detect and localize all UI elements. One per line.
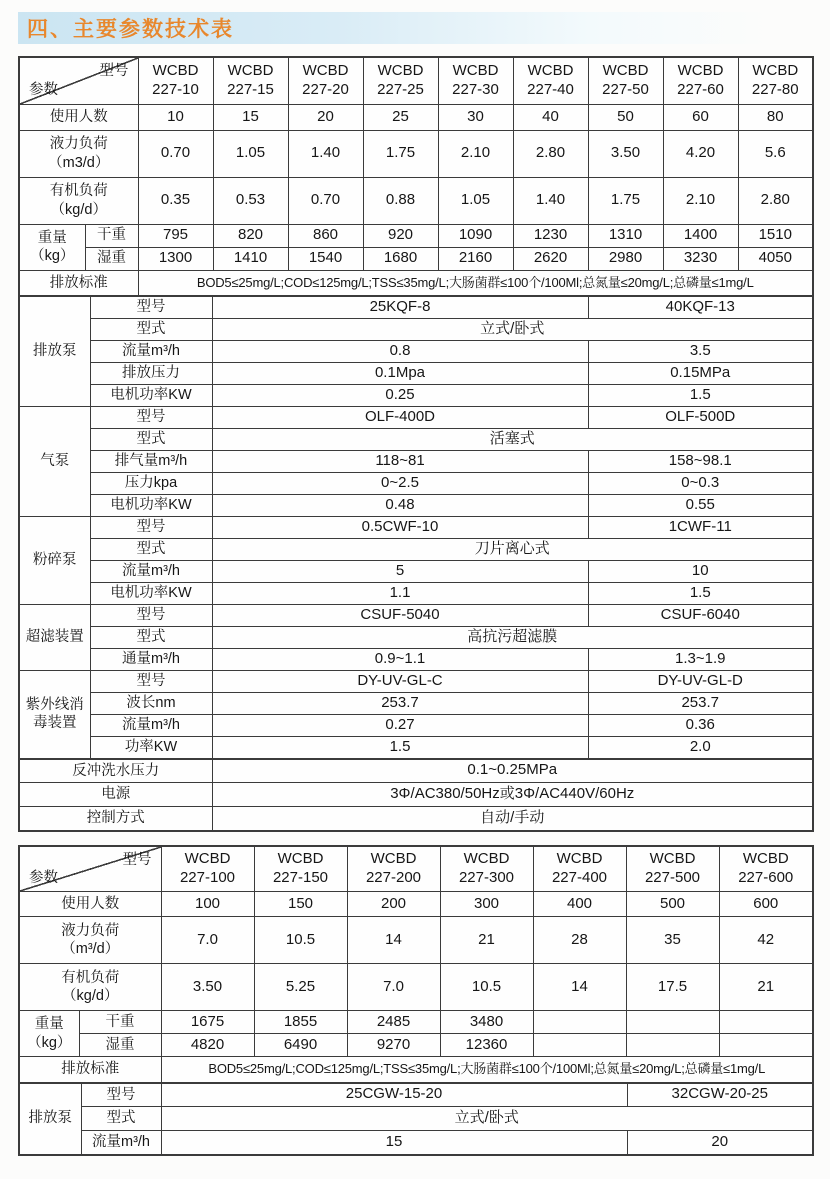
value-cell: 118~81 bbox=[212, 450, 588, 472]
value-cell: 795 bbox=[138, 224, 213, 247]
spec-table-1-params bbox=[18, 56, 814, 297]
row-label: 排气量m³/h bbox=[90, 450, 212, 472]
pump-row bbox=[19, 450, 813, 472]
model-line2: 227-25 bbox=[377, 80, 424, 98]
group-label: 气泵 bbox=[19, 406, 90, 516]
row-label: 使用人数 bbox=[19, 104, 138, 130]
model-line2: 227-400 bbox=[551, 868, 608, 886]
control-mode-row bbox=[19, 807, 813, 831]
row-label: 电源 bbox=[19, 783, 212, 807]
value-cell: 1410 bbox=[213, 247, 288, 270]
value-cell: 6490 bbox=[254, 1034, 347, 1057]
value-cell: 60 bbox=[663, 104, 738, 130]
model-line2: 227-600 bbox=[738, 868, 794, 886]
row-label: 型号 bbox=[90, 296, 212, 318]
model-line1: WCBD bbox=[649, 850, 696, 867]
model-header bbox=[738, 57, 813, 104]
value-cell: 820 bbox=[213, 224, 288, 247]
hydraulic-load-row bbox=[19, 130, 813, 177]
value-cell: 1855 bbox=[254, 1011, 347, 1034]
pump-row bbox=[19, 362, 813, 384]
row-label: 型号 bbox=[90, 516, 212, 538]
row-label: 型号 bbox=[90, 604, 212, 626]
model-line2: 227-50 bbox=[602, 80, 649, 98]
value-cell: 3.50 bbox=[161, 964, 254, 1011]
row-label: 型式 bbox=[90, 428, 212, 450]
pump-row bbox=[19, 494, 813, 516]
header-row bbox=[19, 57, 813, 104]
row-label: 型号 bbox=[81, 1083, 161, 1107]
value-cell: 20 bbox=[627, 1131, 813, 1155]
value-cell: 1680 bbox=[363, 247, 438, 270]
value-cell: 0.88 bbox=[363, 177, 438, 224]
value-cell: 3230 bbox=[663, 247, 738, 270]
corner-model-label: 型号 bbox=[122, 851, 152, 868]
row-label: 型式 bbox=[90, 318, 212, 340]
model-line1: WCBD bbox=[742, 850, 789, 867]
value-cell: 50 bbox=[588, 104, 663, 130]
value-cell: 1.40 bbox=[288, 130, 363, 177]
organic-load-row bbox=[19, 177, 813, 224]
pump-row bbox=[19, 472, 813, 494]
power-supply-row bbox=[19, 783, 813, 807]
value-cell: 自动/手动 bbox=[212, 807, 813, 831]
dry-weight-row bbox=[19, 224, 813, 247]
pump-row bbox=[19, 1083, 813, 1107]
value-cell: 860 bbox=[288, 224, 363, 247]
value-cell: 2.10 bbox=[438, 130, 513, 177]
discharge-standard-row bbox=[19, 1057, 813, 1083]
pump-row bbox=[19, 560, 813, 582]
model-line1: WCBD bbox=[277, 850, 324, 867]
model-header bbox=[440, 846, 533, 892]
row-label: 功率KW bbox=[90, 736, 212, 758]
value-cell: 80 bbox=[738, 104, 813, 130]
model-header bbox=[626, 846, 719, 892]
row-label bbox=[19, 130, 138, 177]
table-gap bbox=[18, 832, 812, 845]
value-cell: 0~0.3 bbox=[588, 472, 813, 494]
value-cell: 2.10 bbox=[663, 177, 738, 224]
corner-param-label: 参数 bbox=[29, 82, 58, 99]
model-line1: WCBD bbox=[227, 62, 274, 79]
pump-row bbox=[19, 648, 813, 670]
users-row bbox=[19, 892, 813, 917]
group-label: 排放泵 bbox=[19, 296, 90, 406]
weight-group-label bbox=[19, 224, 85, 270]
label-line1: 重量 bbox=[37, 229, 67, 246]
value-cell: 0.25 bbox=[212, 384, 588, 406]
pump-row bbox=[19, 296, 813, 318]
model-line2: 227-300 bbox=[458, 868, 515, 886]
value-cell: DY-UV-GL-D bbox=[588, 670, 813, 692]
pump-row bbox=[19, 318, 813, 340]
value-cell: 3Φ/AC380/50Hz或3Φ/AC440V/60Hz bbox=[212, 783, 813, 807]
value-cell: 7.0 bbox=[161, 917, 254, 964]
value-cell: 1.5 bbox=[212, 736, 588, 758]
value-cell: 1CWF-11 bbox=[588, 516, 813, 538]
value-cell: 150 bbox=[254, 892, 347, 917]
value-cell: 30 bbox=[438, 104, 513, 130]
value-cell: 0.55 bbox=[588, 494, 813, 516]
model-line1: WCBD bbox=[184, 850, 231, 867]
row-label: 型号 bbox=[90, 670, 212, 692]
label-unit: （m3/d） bbox=[48, 154, 110, 171]
model-line2: 227-40 bbox=[527, 80, 574, 98]
value-cell: 0.8 bbox=[212, 340, 588, 362]
wet-weight-row bbox=[19, 1034, 813, 1057]
value-cell: 1540 bbox=[288, 247, 363, 270]
value-cell: CSUF-5040 bbox=[212, 604, 588, 626]
row-label bbox=[19, 177, 138, 224]
page-title: 四、主要参数技术表 bbox=[27, 18, 234, 41]
row-label: 使用人数 bbox=[19, 892, 161, 917]
value-cell: 立式/卧式 bbox=[212, 318, 813, 340]
discharge-standard-text: BOD5≤25mg/L;COD≤125mg/L;TSS≤35mg/L;大肠菌群≤100个/100Ml;总氮量≤20mg/L;总磷量≤1mg/L bbox=[138, 270, 813, 296]
model-header bbox=[288, 57, 363, 104]
corner-model-label: 型号 bbox=[99, 63, 129, 79]
value-cell: 0.35 bbox=[138, 177, 213, 224]
row-label: 排放标准 bbox=[19, 270, 138, 296]
value-cell: 7.0 bbox=[347, 964, 440, 1011]
value-cell: 1.5 bbox=[588, 582, 813, 604]
label-unit: （kg/d） bbox=[62, 988, 119, 1004]
organic-load-row bbox=[19, 964, 813, 1011]
spec-table-1-equipment bbox=[18, 295, 814, 760]
value-cell: DY-UV-GL-C bbox=[212, 670, 588, 692]
model-line2: 227-10 bbox=[152, 80, 199, 98]
pump-row bbox=[19, 582, 813, 604]
value-cell: OLF-500D bbox=[588, 406, 813, 428]
group-label: 超滤装置 bbox=[19, 604, 90, 670]
value-cell: 1.75 bbox=[363, 130, 438, 177]
pump-row bbox=[19, 736, 813, 758]
value-cell: 253.7 bbox=[212, 692, 588, 714]
value-cell: 1.1 bbox=[212, 582, 588, 604]
model-line1: WCBD bbox=[370, 850, 417, 867]
row-label bbox=[19, 964, 161, 1011]
value-cell: 4050 bbox=[738, 247, 813, 270]
value-cell: 0.36 bbox=[588, 714, 813, 736]
model-line1: WCBD bbox=[527, 62, 574, 79]
value-cell: 1675 bbox=[161, 1011, 254, 1034]
pump-row bbox=[19, 604, 813, 626]
value-cell: 10.5 bbox=[254, 917, 347, 964]
value-cell: 0.1Mpa bbox=[212, 362, 588, 384]
hydraulic-load-row bbox=[19, 917, 813, 964]
label-unit: （m³/d） bbox=[61, 941, 120, 957]
model-header bbox=[363, 57, 438, 104]
model-header bbox=[438, 57, 513, 104]
model-line2: 227-80 bbox=[751, 80, 799, 98]
header-row bbox=[19, 846, 813, 892]
model-line2: 227-150 bbox=[272, 868, 329, 886]
value-cell: 21 bbox=[719, 964, 813, 1011]
row-label: 排放压力 bbox=[90, 362, 212, 384]
value-cell: 10 bbox=[588, 560, 813, 582]
value-cell: 600 bbox=[719, 892, 813, 917]
value-cell: 28 bbox=[533, 917, 626, 964]
label-unit: （kg/d） bbox=[50, 201, 107, 218]
label-line1: 有机负荷 bbox=[61, 969, 120, 986]
model-line2: 227-200 bbox=[365, 868, 422, 886]
value-cell: 9270 bbox=[347, 1034, 440, 1057]
model-line2: 227-100 bbox=[179, 868, 236, 886]
group-label: 排放泵 bbox=[19, 1083, 81, 1155]
model-header bbox=[719, 846, 813, 892]
value-cell: 5 bbox=[212, 560, 588, 582]
value-cell: 17.5 bbox=[626, 964, 719, 1011]
label-line1: 有机负荷 bbox=[49, 183, 108, 200]
value-cell: 2.0 bbox=[588, 736, 813, 758]
value-cell: 500 bbox=[626, 892, 719, 917]
value-cell: 1300 bbox=[138, 247, 213, 270]
value-cell bbox=[533, 1034, 626, 1057]
value-cell: 35 bbox=[626, 917, 719, 964]
value-cell: 14 bbox=[533, 964, 626, 1011]
spec-table-2-params bbox=[18, 845, 814, 1084]
model-line2: 227-15 bbox=[227, 80, 274, 98]
value-cell: CSUF-6040 bbox=[588, 604, 813, 626]
value-cell: 40 bbox=[513, 104, 588, 130]
row-label: 流量m³/h bbox=[81, 1131, 161, 1155]
model-line1: WCBD bbox=[602, 62, 649, 79]
model-line1: WCBD bbox=[302, 62, 349, 79]
model-header bbox=[161, 846, 254, 892]
value-cell: 42 bbox=[719, 917, 813, 964]
model-header bbox=[347, 846, 440, 892]
model-line2: 227-500 bbox=[644, 868, 701, 886]
row-label: 通量m³/h bbox=[90, 648, 212, 670]
model-line1: WCBD bbox=[377, 62, 424, 79]
value-cell: 0.5CWF-10 bbox=[212, 516, 588, 538]
value-cell: 253.7 bbox=[588, 692, 813, 714]
row-label: 控制方式 bbox=[19, 807, 212, 831]
value-cell: 1090 bbox=[438, 224, 513, 247]
pump-row bbox=[19, 670, 813, 692]
label-unit: （kg） bbox=[30, 248, 75, 264]
value-cell bbox=[626, 1034, 719, 1057]
backwash-row bbox=[19, 759, 813, 783]
value-cell: 3.5 bbox=[588, 340, 813, 362]
pump-row bbox=[19, 714, 813, 736]
value-cell: 25KQF-8 bbox=[212, 296, 588, 318]
label-line1: 液力负荷 bbox=[49, 136, 108, 153]
value-cell: 15 bbox=[161, 1131, 627, 1155]
row-label bbox=[19, 917, 161, 964]
model-line2: 227-60 bbox=[677, 80, 724, 98]
value-cell bbox=[719, 1011, 813, 1034]
discharge-standard-row bbox=[19, 270, 813, 296]
value-cell: 25CGW-15-20 bbox=[161, 1083, 627, 1107]
value-cell: 0.53 bbox=[213, 177, 288, 224]
value-cell: 14 bbox=[347, 917, 440, 964]
value-cell: 0.9~1.1 bbox=[212, 648, 588, 670]
row-label: 排放标准 bbox=[19, 1057, 161, 1083]
pump-row bbox=[19, 692, 813, 714]
row-label: 反冲洗水压力 bbox=[19, 759, 212, 783]
corner-param-label: 参数 bbox=[29, 869, 58, 886]
row-label: 型式 bbox=[90, 538, 212, 560]
row-label: 干重 bbox=[79, 1011, 161, 1034]
value-cell bbox=[719, 1034, 813, 1057]
value-cell: 2980 bbox=[588, 247, 663, 270]
pump-row bbox=[19, 340, 813, 362]
value-cell: 158~98.1 bbox=[588, 450, 813, 472]
value-cell: 4820 bbox=[161, 1034, 254, 1057]
value-cell bbox=[533, 1011, 626, 1034]
value-cell: 2160 bbox=[438, 247, 513, 270]
discharge-standard-text: BOD5≤25mg/L;COD≤125mg/L;TSS≤35mg/L;大肠菌群≤100个/100Ml;总氮量≤20mg/L;总磷量≤1mg/L bbox=[161, 1057, 813, 1083]
value-cell: 1.3~1.9 bbox=[588, 648, 813, 670]
value-cell: 10.5 bbox=[440, 964, 533, 1011]
value-cell: 25 bbox=[363, 104, 438, 130]
group-label: 粉碎泵 bbox=[19, 516, 90, 604]
value-cell: 0.70 bbox=[288, 177, 363, 224]
value-cell: 40KQF-13 bbox=[588, 296, 813, 318]
model-line1: WCBD bbox=[752, 62, 799, 79]
dry-weight-row bbox=[19, 1011, 813, 1034]
value-cell: 20 bbox=[288, 104, 363, 130]
value-cell: 1.05 bbox=[213, 130, 288, 177]
row-label: 湿重 bbox=[79, 1034, 161, 1057]
value-cell: 1230 bbox=[513, 224, 588, 247]
value-cell: 0.1~0.25MPa bbox=[212, 759, 813, 783]
value-cell: 15 bbox=[213, 104, 288, 130]
model-line2: 227-20 bbox=[302, 80, 349, 98]
model-line1: WCBD bbox=[677, 62, 724, 79]
value-cell: 1310 bbox=[588, 224, 663, 247]
value-cell: 1510 bbox=[738, 224, 813, 247]
label-unit: （kg） bbox=[27, 1034, 72, 1051]
row-label: 流量m³/h bbox=[90, 560, 212, 582]
model-header bbox=[254, 846, 347, 892]
value-cell: 0.70 bbox=[138, 130, 213, 177]
model-header bbox=[138, 57, 213, 104]
value-cell: 100 bbox=[161, 892, 254, 917]
model-header bbox=[533, 846, 626, 892]
value-cell: 200 bbox=[347, 892, 440, 917]
value-cell: 高抗污超滤膜 bbox=[212, 626, 813, 648]
value-cell: 立式/卧式 bbox=[161, 1107, 813, 1131]
value-cell: 1400 bbox=[663, 224, 738, 247]
value-cell: OLF-400D bbox=[212, 406, 588, 428]
value-cell: 0.15MPa bbox=[588, 362, 813, 384]
pump-row bbox=[19, 1107, 813, 1131]
value-cell: 3480 bbox=[440, 1011, 533, 1034]
row-label: 波长nm bbox=[90, 692, 212, 714]
value-cell: 10 bbox=[138, 104, 213, 130]
label-line1: 液力负荷 bbox=[61, 922, 120, 939]
value-cell bbox=[626, 1011, 719, 1034]
model-line1: WCBD bbox=[152, 62, 199, 79]
model-line1: WCBD bbox=[463, 850, 510, 867]
spec-table-2-pump bbox=[18, 1082, 814, 1156]
row-label: 型式 bbox=[90, 626, 212, 648]
row-label: 型号 bbox=[90, 406, 212, 428]
value-cell: 300 bbox=[440, 892, 533, 917]
value-cell: 400 bbox=[533, 892, 626, 917]
row-label: 湿重 bbox=[85, 247, 138, 270]
value-cell: 5.6 bbox=[738, 130, 813, 177]
corner-cell bbox=[19, 846, 161, 892]
pump-row bbox=[19, 384, 813, 406]
label-line1: 重量 bbox=[34, 1016, 64, 1033]
pump-row bbox=[19, 516, 813, 538]
model-line1: WCBD bbox=[452, 62, 499, 79]
row-label: 电机功率KW bbox=[90, 494, 212, 516]
model-line1: WCBD bbox=[556, 850, 603, 867]
model-header bbox=[588, 57, 663, 104]
corner-cell bbox=[19, 57, 138, 104]
row-label: 压力kpa bbox=[90, 472, 212, 494]
users-row bbox=[19, 104, 813, 130]
value-cell: 920 bbox=[363, 224, 438, 247]
model-header bbox=[213, 57, 288, 104]
model-header bbox=[663, 57, 738, 104]
row-label: 电机功率KW bbox=[90, 582, 212, 604]
value-cell: 活塞式 bbox=[212, 428, 813, 450]
section-title-bar bbox=[18, 12, 812, 44]
value-cell: 4.20 bbox=[663, 130, 738, 177]
value-cell: 2.80 bbox=[513, 130, 588, 177]
value-cell: 21 bbox=[440, 917, 533, 964]
value-cell: 2620 bbox=[513, 247, 588, 270]
pump-row bbox=[19, 406, 813, 428]
value-cell: 5.25 bbox=[254, 964, 347, 1011]
row-label: 流量m³/h bbox=[90, 340, 212, 362]
spec-table-1-footer bbox=[18, 758, 814, 832]
row-label: 电机功率KW bbox=[90, 384, 212, 406]
pump-row bbox=[19, 428, 813, 450]
wet-weight-row bbox=[19, 247, 813, 270]
value-cell: 0.48 bbox=[212, 494, 588, 516]
value-cell: 0~2.5 bbox=[212, 472, 588, 494]
pump-row bbox=[19, 626, 813, 648]
value-cell: 刀片离心式 bbox=[212, 538, 813, 560]
row-label: 干重 bbox=[85, 224, 138, 247]
value-cell: 0.27 bbox=[212, 714, 588, 736]
value-cell: 32CGW-20-25 bbox=[627, 1083, 813, 1107]
row-label: 流量m³/h bbox=[90, 714, 212, 736]
value-cell: 2.80 bbox=[738, 177, 813, 224]
pump-row bbox=[19, 538, 813, 560]
group-label: 紫外线消毒装置 bbox=[19, 670, 90, 758]
pump-row bbox=[19, 1131, 813, 1155]
model-header bbox=[513, 57, 588, 104]
value-cell: 1.40 bbox=[513, 177, 588, 224]
value-cell: 1.05 bbox=[438, 177, 513, 224]
value-cell: 2485 bbox=[347, 1011, 440, 1034]
value-cell: 1.75 bbox=[588, 177, 663, 224]
value-cell: 12360 bbox=[440, 1034, 533, 1057]
model-line2: 227-30 bbox=[452, 80, 499, 98]
value-cell: 3.50 bbox=[588, 130, 663, 177]
row-label: 型式 bbox=[81, 1107, 161, 1131]
weight-group-label bbox=[19, 1011, 79, 1057]
value-cell: 1.5 bbox=[588, 384, 813, 406]
